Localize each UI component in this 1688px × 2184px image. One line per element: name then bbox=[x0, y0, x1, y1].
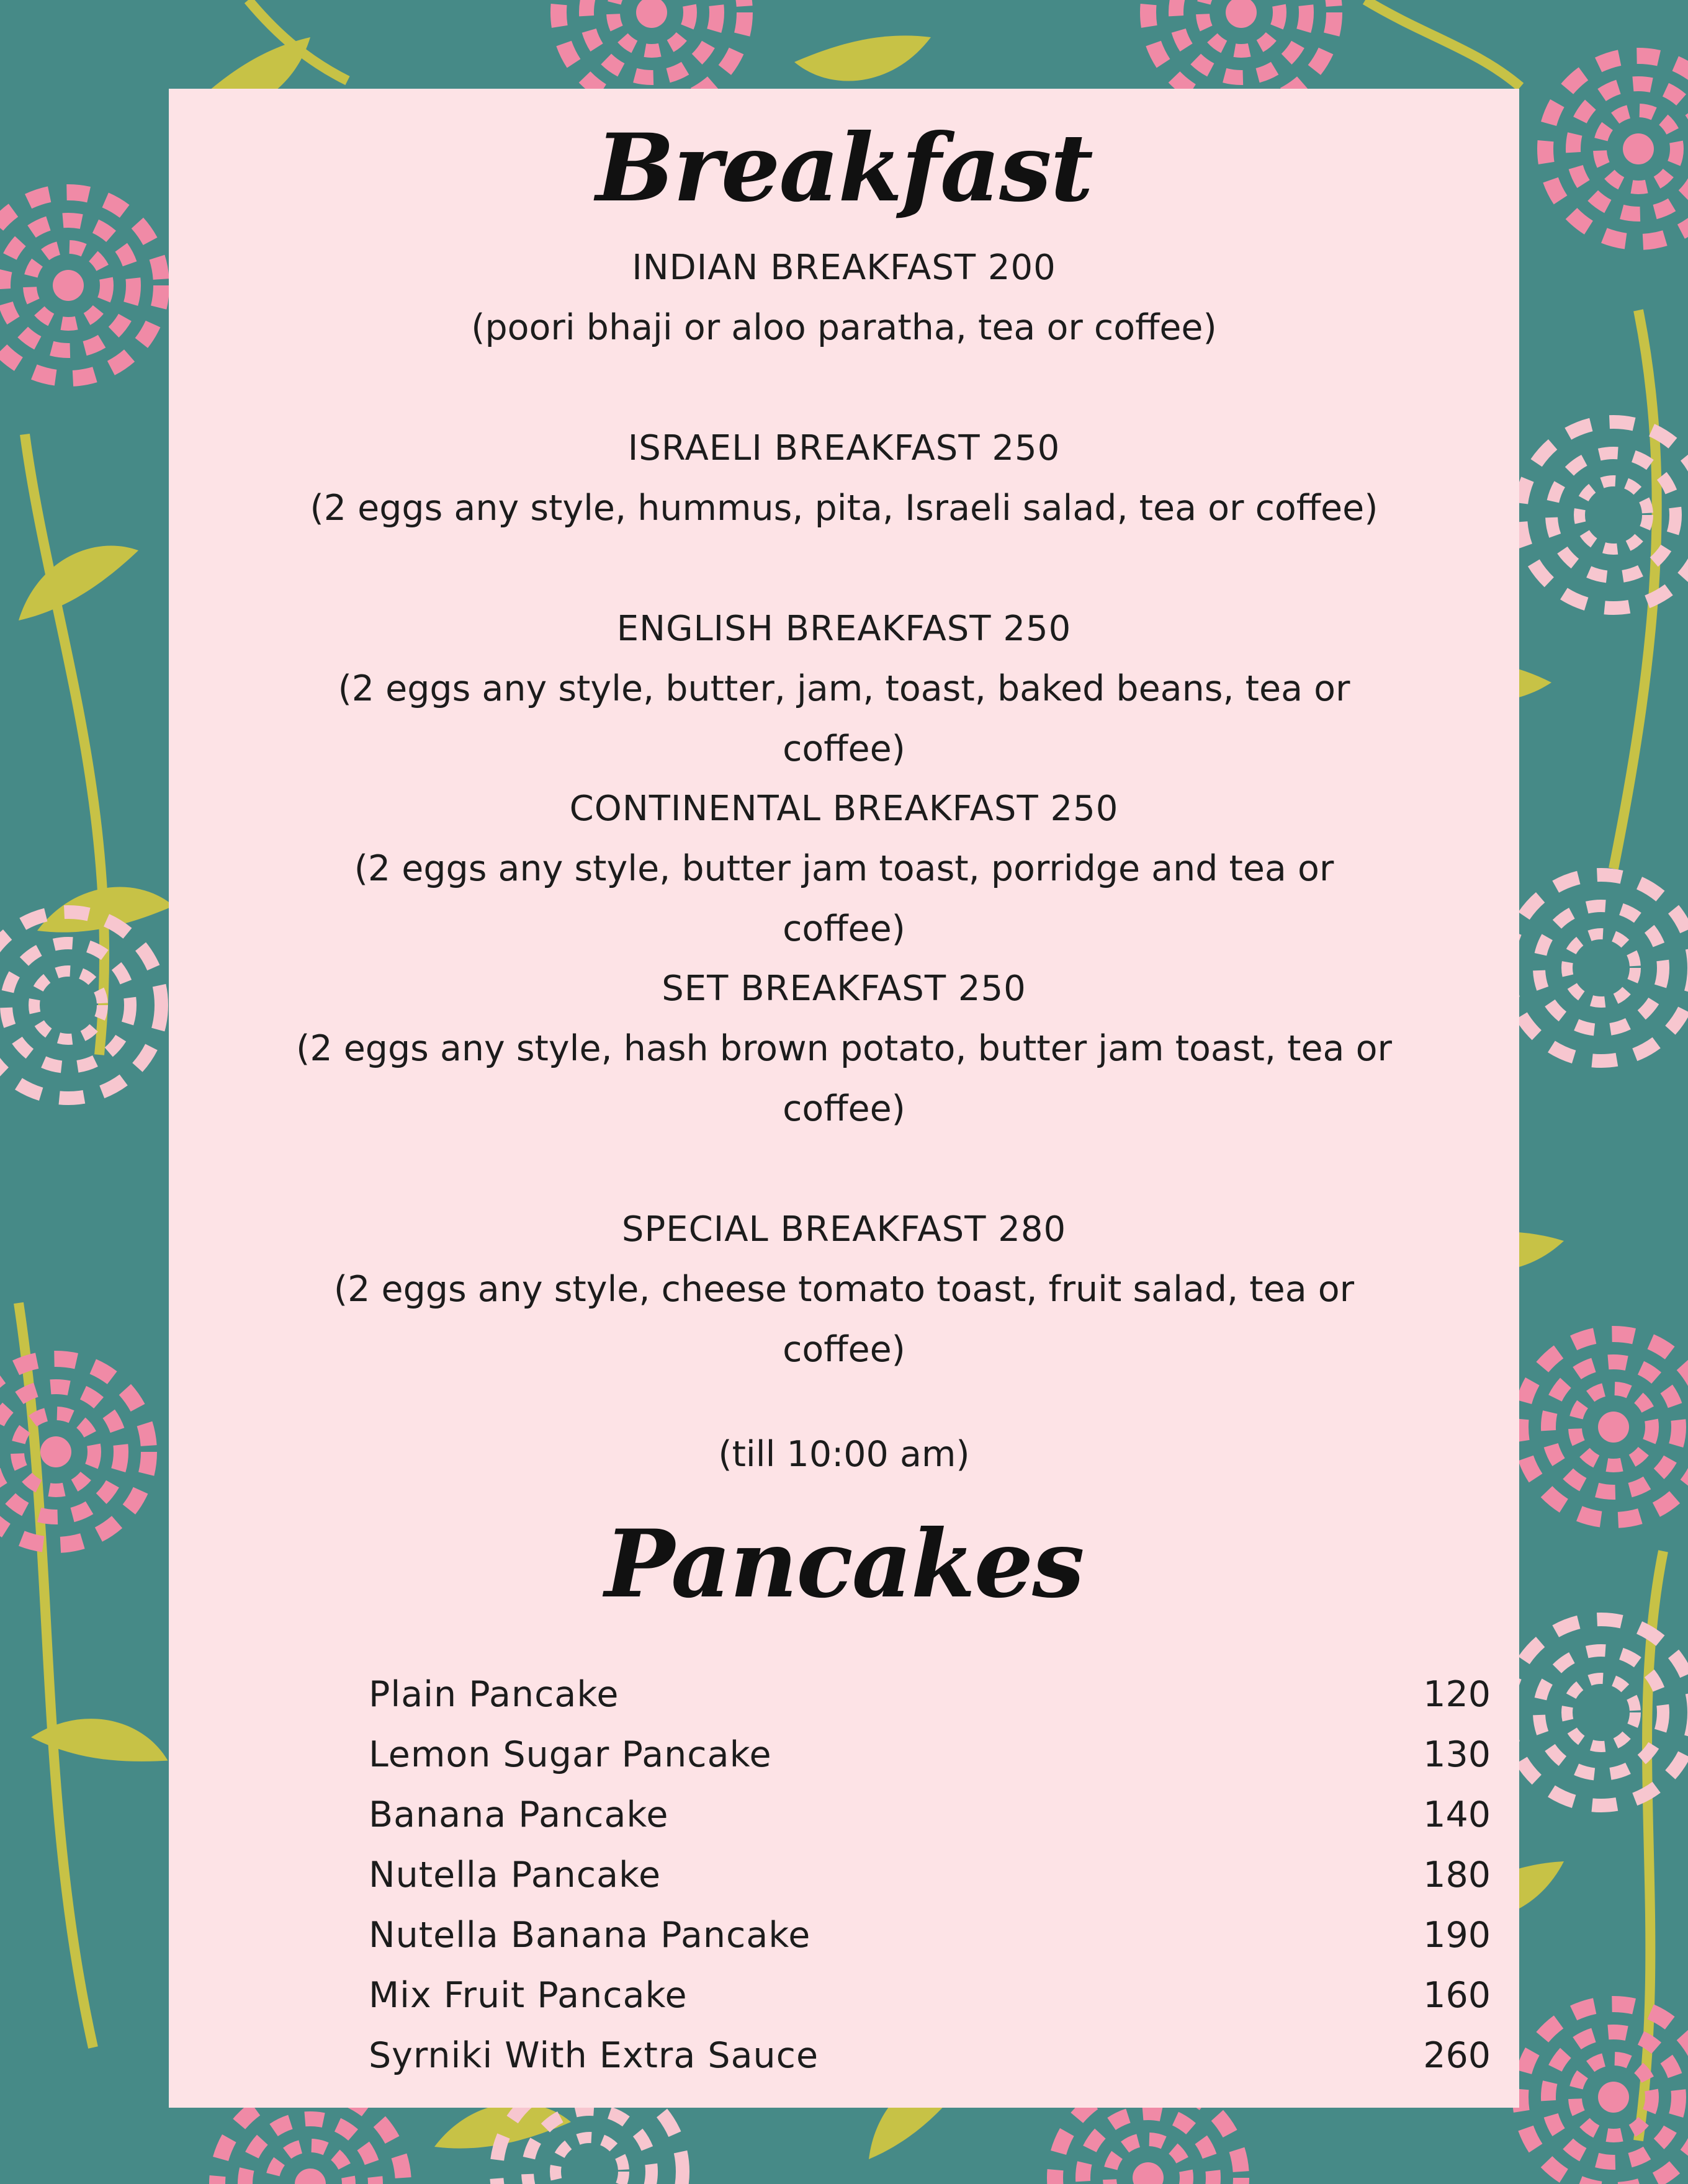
list-item bbox=[369, 1785, 1491, 1845]
item-description: (2 eggs any style, butter, jam, toast, baked beans, tea or coffee) bbox=[338, 668, 1350, 769]
item-description: (poori bhaji or aloo paratha, tea or coffee) bbox=[471, 307, 1217, 348]
menu-item bbox=[169, 779, 1519, 959]
menu-item bbox=[169, 959, 1519, 1139]
item-name: INDIAN BREAKFAST 200 bbox=[632, 248, 1056, 288]
item-name: ISRAELI BREAKFAST 250 bbox=[627, 428, 1061, 468]
item-name: Banana Pancake bbox=[369, 1794, 669, 1835]
item-price: 120 bbox=[1423, 1674, 1491, 1715]
item-price: 190 bbox=[1423, 1915, 1491, 1956]
item-name: ENGLISH BREAKFAST 250 bbox=[616, 609, 1072, 649]
menu-item bbox=[169, 238, 1519, 358]
menu-item bbox=[169, 418, 1519, 539]
menu-item bbox=[169, 599, 1519, 779]
pancake-list bbox=[369, 1665, 1491, 2086]
menu-item bbox=[169, 1199, 1519, 1380]
item-price: 180 bbox=[1423, 1855, 1491, 1895]
item-name: SPECIAL BREAKFAST 280 bbox=[621, 1209, 1067, 1250]
menu-panel bbox=[169, 89, 1519, 2108]
list-item bbox=[369, 1845, 1491, 1905]
item-description: (2 eggs any style, butter jam toast, porridge and tea or coffee) bbox=[354, 848, 1334, 949]
item-name: Mix Fruit Pancake bbox=[369, 1975, 688, 2016]
item-name: Nutella Banana Pancake bbox=[369, 1915, 811, 1956]
item-name: Plain Pancake bbox=[369, 1674, 619, 1715]
item-description: (2 eggs any style, hummus, pita, Israeli salad, tea or coffee) bbox=[310, 488, 1378, 529]
item-description: (2 eggs any style, hash brown potato, butter jam toast, tea or coffee) bbox=[296, 1028, 1392, 1129]
item-name: Syrniki With Extra Sauce bbox=[369, 2035, 819, 2076]
list-item bbox=[369, 1725, 1491, 1785]
item-price: 260 bbox=[1423, 2035, 1491, 2076]
item-name: Nutella Pancake bbox=[369, 1855, 662, 1895]
item-name: Lemon Sugar Pancake bbox=[369, 1734, 772, 1775]
item-description: (2 eggs any style, cheese tomato toast, fruit salad, tea or coffee) bbox=[333, 1269, 1355, 1370]
item-name: SET BREAKFAST 250 bbox=[662, 969, 1026, 1009]
list-item bbox=[369, 1665, 1491, 1725]
pancakes-heading: Pancakes bbox=[604, 1510, 1084, 1619]
list-item bbox=[369, 1966, 1491, 2026]
item-name: CONTINENTAL BREAKFAST 250 bbox=[569, 789, 1119, 829]
item-price: 140 bbox=[1423, 1794, 1491, 1835]
breakfast-heading: Breakfast bbox=[596, 114, 1092, 223]
breakfast-time-note: (till 10:00 am) bbox=[718, 1434, 970, 1475]
list-item bbox=[369, 1905, 1491, 1966]
item-price: 130 bbox=[1423, 1734, 1491, 1775]
list-item bbox=[369, 2026, 1491, 2086]
item-price: 160 bbox=[1423, 1975, 1491, 2016]
